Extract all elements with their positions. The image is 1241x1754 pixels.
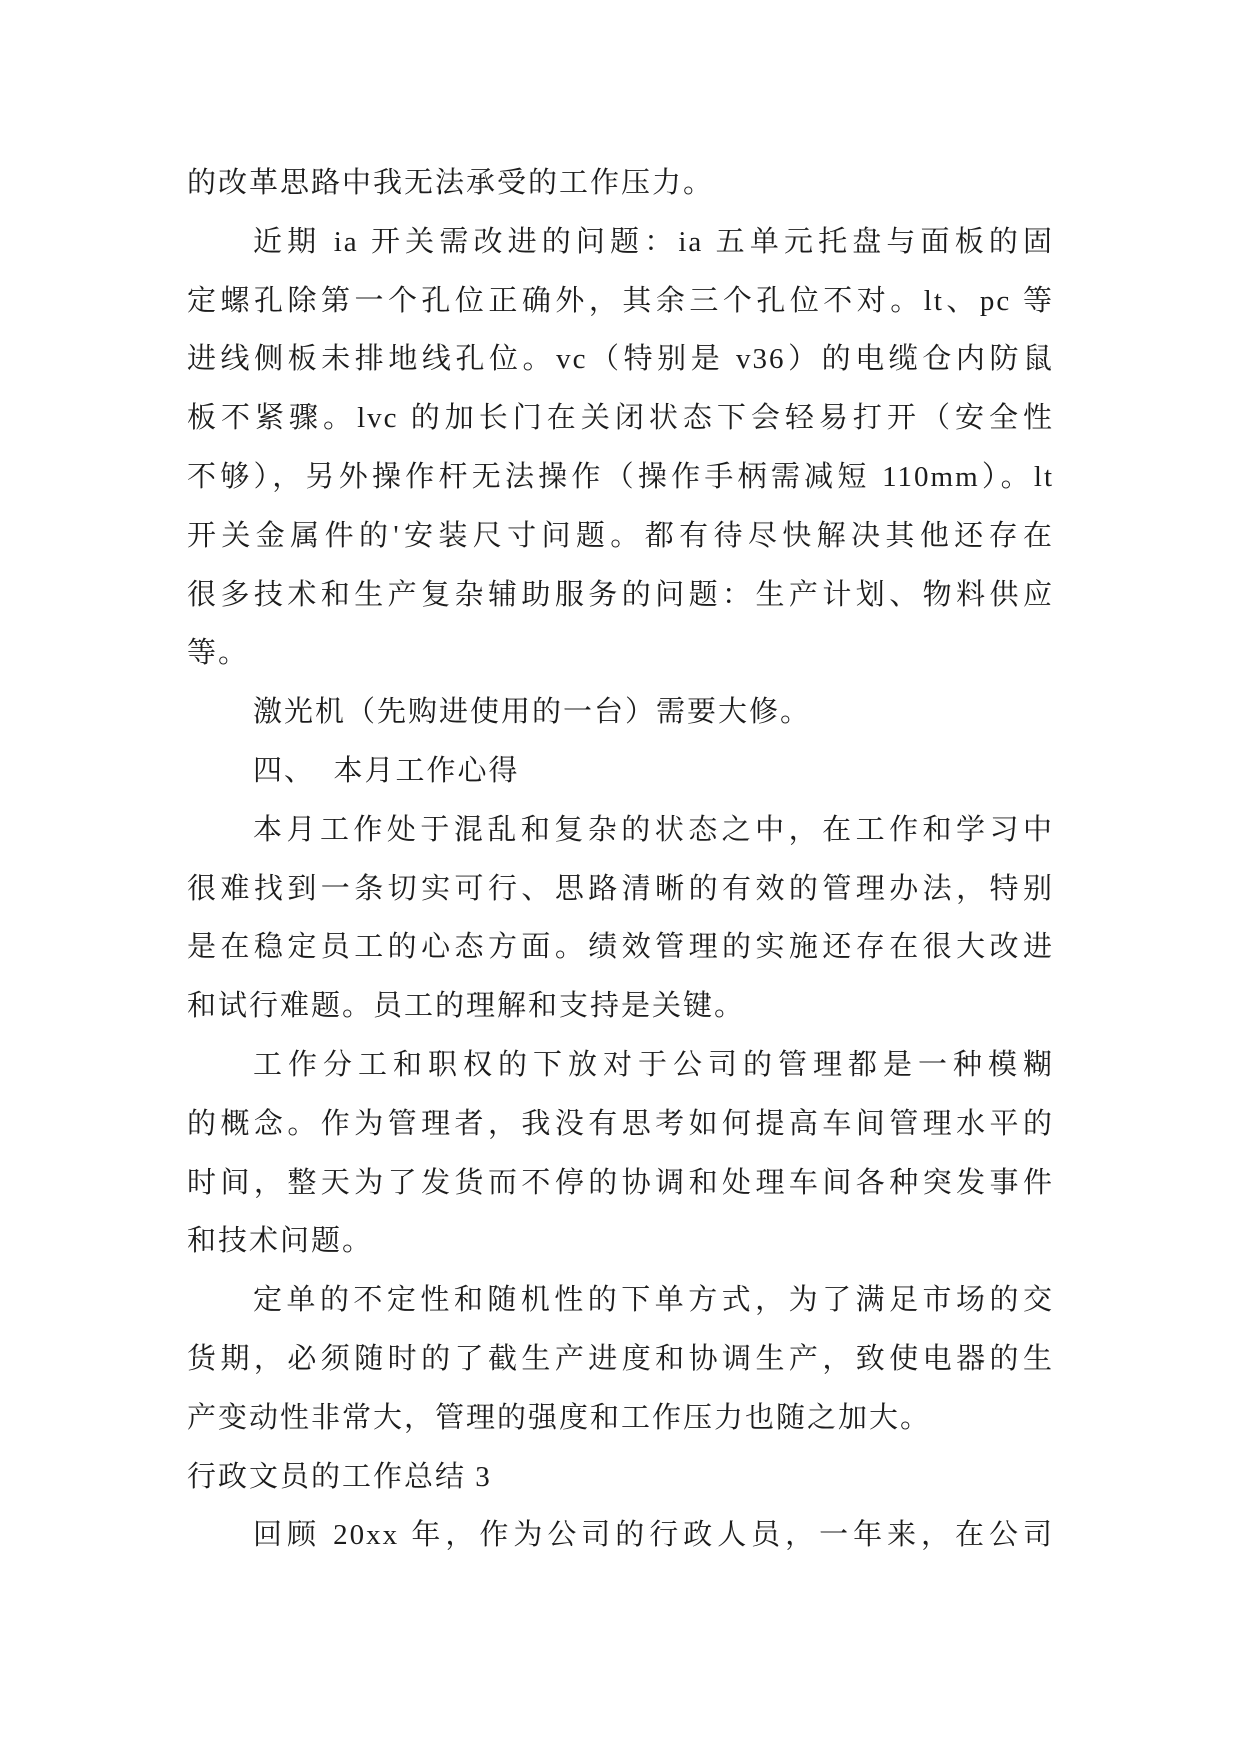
text-line: 近期 ia 开关需改进的问题：ia 五单元托盘与面板的固 <box>253 225 1054 258</box>
paragraph-continued <box>187 154 1054 213</box>
text-line: 本月工作处于混乱和复杂的状态之中，在工作和学习中 <box>253 813 1054 846</box>
text-line: 定螺孔除第一个孔位正确外，其余三个孔位不对。lt、pc 等 <box>187 284 1054 317</box>
text-line: 板不紧骤。lvc 的加长门在关闭状态下会轻易打开（安全性 <box>187 402 1054 435</box>
text-line: 是在稳定员工的心态方面。绩效管理的实施还存在很大改进 <box>187 931 1054 964</box>
text-line: 等。 <box>187 637 250 670</box>
paragraph-monthly-reflection <box>187 801 1054 1036</box>
text-line: 时间，整天为了发货而不停的协调和处理车间各种突发事件 <box>187 1166 1054 1199</box>
text-line: 货期，必须随时的了截生产进度和协调生产，致使电器的生 <box>187 1342 1054 1375</box>
text-line: 开关金属件的'安装尺寸问题。都有待尽快解决其他还存在 <box>187 519 1054 552</box>
text-line: 和技术问题。 <box>187 1225 374 1258</box>
text-line: 产变动性非常大，管理的强度和工作压力也随之加大。 <box>187 1401 932 1434</box>
text-line: 很难找到一条切实可行、思路清晰的有效的管理办法，特别 <box>187 872 1054 905</box>
paragraph-laser-machine <box>187 683 1054 742</box>
document-body <box>187 154 1054 1565</box>
text-line: 工作分工和职权的下放对于公司的管理都是一种模糊 <box>253 1048 1054 1081</box>
section-heading: 四、 本月工作心得 <box>253 754 520 787</box>
paragraph-ia-switch-issues <box>187 213 1054 683</box>
text-line: 回顾 20xx 年，作为公司的行政人员，一年来，在公司 <box>253 1519 1054 1552</box>
document-title: 行政文员的工作总结 3 <box>187 1460 492 1493</box>
text-line: 的改革思路中我无法承受的工作压力。 <box>187 167 715 199</box>
paragraph-division-of-work <box>187 1036 1054 1271</box>
text-line: 的概念。作为管理者，我没有思考如何提高车间管理水平的 <box>187 1107 1054 1140</box>
paragraph-year-review <box>187 1506 1054 1565</box>
text-line: 和试行难题。员工的理解和支持是关键。 <box>187 990 746 1023</box>
text-line: 不够），另外操作杆无法操作（操作手柄需减短 110mm）。lt <box>187 460 1054 493</box>
text-line: 很多技术和生产复杂辅助服务的问题：生产计划、物料供应 <box>187 578 1054 611</box>
paragraph-order-uncertainty <box>187 1271 1054 1447</box>
text-line: 激光机（先购进使用的一台）需要大修。 <box>253 696 812 729</box>
text-line: 进线侧板未排地线孔位。vc（特别是 v36）的电缆仓内防鼠 <box>187 343 1054 376</box>
text-line: 定单的不定性和随机性的下单方式，为了满足市场的交 <box>253 1284 1054 1317</box>
